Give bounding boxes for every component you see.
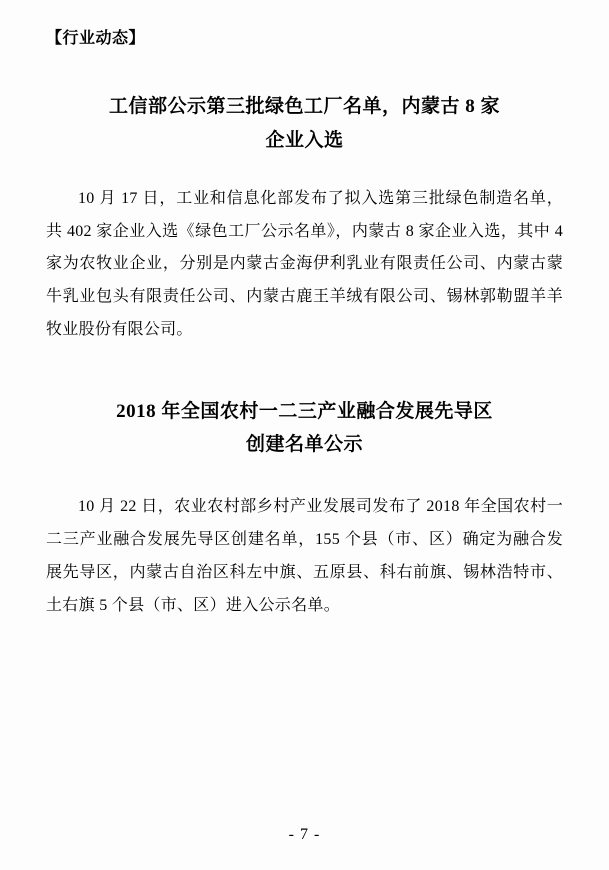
article-title-1-line1: 工信部公示第三批绿色工厂名单，内蒙古 8 家 — [108, 96, 500, 118]
article-body-1: 10 月 17 日，工业和信息化部发布了拟入选第三批绿色制造名单，共 402 家企业入选《绿色工厂公示名单》，内蒙古 8 家企业入选，其中 4 家为农牧业企业，分别是内蒙古金海伊利乳业有限责任公司、内蒙古蒙牛乳业包头有限责任公司、内蒙古鹿王羊绒有限公司、锡林郭勒盟羊羊牧业股份有限公司。 — [46, 189, 563, 339]
article-title-1-line2: 企业入选 — [265, 129, 344, 151]
article-title-1 — [56, 90, 553, 157]
section-tag: 【行业动态】 — [46, 30, 146, 47]
article-title-2 — [56, 395, 553, 462]
article-title-2-line2: 创建名单公示 — [245, 434, 363, 456]
page-number: - 7 - — [288, 826, 321, 843]
article-title-2-line1: 2018 年全国农村一二三产业融合发展先导区 — [116, 400, 493, 422]
article-body-2: 10 月 22 日，农业农村部乡村产业发展司发布了 2018 年全国农村一二三产业融合发展先导区创建名单，155 个县（市、区）确定为融合发展先导区，内蒙古自治区科左中旗、五原县、科右前旗、锡林浩特市、土右旗 5 个县（市、区）进入公示名单。 — [46, 498, 563, 614]
